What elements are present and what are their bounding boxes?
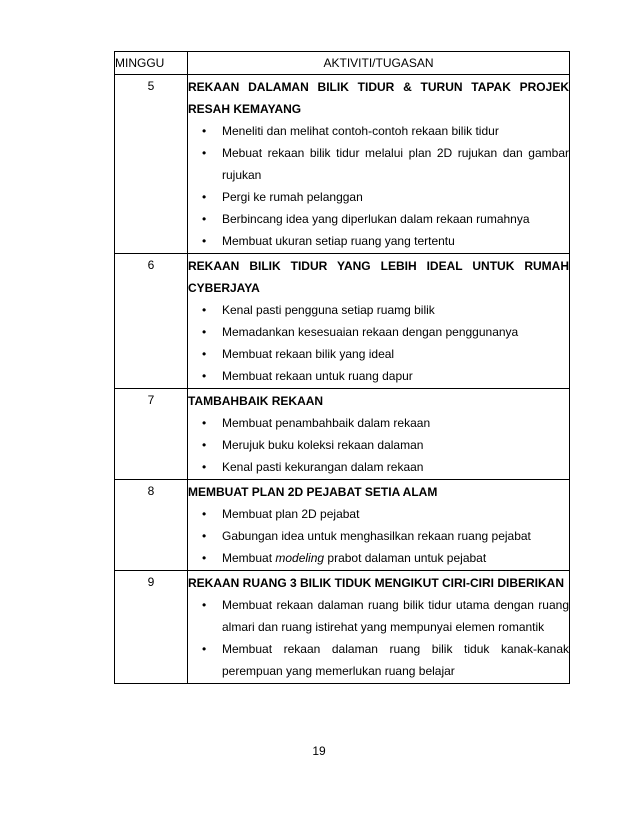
activity-cell [188,75,570,254]
table-header-row [115,52,570,75]
week-number: 9 [115,571,188,684]
list-item-text: Gabungan idea untuk menghasilkan rekaan ruang pejabat [222,529,531,543]
activity-cell [188,480,570,571]
week-number: 7 [115,389,188,480]
bullet-icon: • [202,416,207,430]
list-item-text: Membuat rekaan dalaman ruang bilik tidur utama dengan ruang almari dan ruang istirehat yang mempunyai elemen romantik [222,598,569,634]
list-item [188,321,569,343]
text-fragment: prabot dalaman untuk pejabat [324,551,487,565]
header-week: MINGGU [115,52,188,75]
activity-list [188,412,569,478]
bullet-icon: • [202,212,207,226]
list-item-text: Kenal pasti kekurangan dalam rekaan [222,460,424,474]
activity-heading: TAMBAHBAIK REKAAN [188,394,324,408]
list-item [188,412,569,434]
table-row [115,75,570,254]
list-item-text: Membuat rekaan bilik yang ideal [222,347,395,361]
bullet-icon: • [202,347,207,361]
activity-cell [188,389,570,480]
activity-list [188,120,569,252]
bullet-icon: • [202,303,207,317]
list-item-text: Membuat ukuran setiap ruang yang tertentu [222,234,455,248]
list-item-text: Kenal pasti pengguna setiap ruamg bilik [222,303,435,317]
list-item-text: Membuat penambahbaik dalam rekaan [222,416,431,430]
list-item [188,547,569,569]
week-number: 8 [115,480,188,571]
list-item [188,142,569,186]
list-item-text: Membuat plan 2D pejabat [222,507,360,521]
list-item [188,120,569,142]
table-row [115,389,570,480]
bullet-icon: • [202,551,207,565]
bullet-icon: • [202,234,207,248]
bullet-icon: • [202,642,207,656]
activity-heading: REKAAN DALAMAN BILIK TIDUR & TURUN TAPAK PROJEK RESAH KEMAYANG [188,80,569,116]
list-item [188,343,569,365]
list-item-text: Membuat rekaan dalaman ruang bilik tiduk kanak-kanak perempuan yang memerlukan ruang belajar [222,642,569,678]
activity-heading: REKAAN RUANG 3 BILIK TIDUK MENGIKUT CIRI-CIRI DIBERIKAN [188,576,564,590]
week-number: 6 [115,254,188,389]
list-item [188,456,569,478]
bullet-icon: • [202,529,207,543]
activity-list [188,503,569,569]
list-item-text: Berbincang idea yang diperlukan dalam rekaan rumahnya [222,212,530,226]
bullet-icon: • [202,325,207,339]
header-activity: AKTIVITI/TUGASAN [188,52,570,75]
bullet-icon: • [202,369,207,383]
list-item [188,365,569,387]
list-item-text: Membuat rekaan untuk ruang dapur [222,369,413,383]
bullet-icon: • [202,598,207,612]
bullet-icon: • [202,460,207,474]
activity-list [188,299,569,387]
activity-heading: MEMBUAT PLAN 2D PEJABAT SETIA ALAM [188,485,438,499]
week-number: 5 [115,75,188,254]
bullet-icon: • [202,507,207,521]
list-item-text [222,551,486,565]
table-row [115,571,570,684]
italic-term: modeling [275,551,325,565]
list-item [188,594,569,638]
activity-heading: REKAAN BILIK TIDUR YANG LEBIH IDEAL UNTUK RUMAH CYBERJAYA [188,259,569,295]
bullet-icon: • [202,146,207,160]
list-item-text: Pergi ke rumah pelanggan [222,190,363,204]
table-row [115,254,570,389]
activity-list [188,594,569,682]
bullet-icon: • [202,190,207,204]
list-item-text: Meneliti dan melihat contoh-contoh rekaan bilik tidur [222,124,499,138]
list-item [188,299,569,321]
list-item-text: Mebuat rekaan bilik tidur melalui plan 2D rujukan dan gambar rujukan [222,146,569,182]
list-item-text: Merujuk buku koleksi rekaan dalaman [222,438,424,452]
bullet-icon: • [202,438,207,452]
list-item-text: Memadankan kesesuaian rekaan dengan penggunanya [222,325,519,339]
activity-cell [188,254,570,389]
list-item [188,186,569,208]
bullet-icon: • [202,124,207,138]
list-item [188,503,569,525]
list-item [188,638,569,682]
list-item [188,525,569,547]
list-item [188,208,569,230]
list-item [188,434,569,456]
table-row [115,480,570,571]
activity-cell [188,571,570,684]
list-item [188,230,569,252]
activity-table [114,51,570,684]
text-fragment: Membuat [222,551,276,565]
page-number: 19 [312,744,326,758]
